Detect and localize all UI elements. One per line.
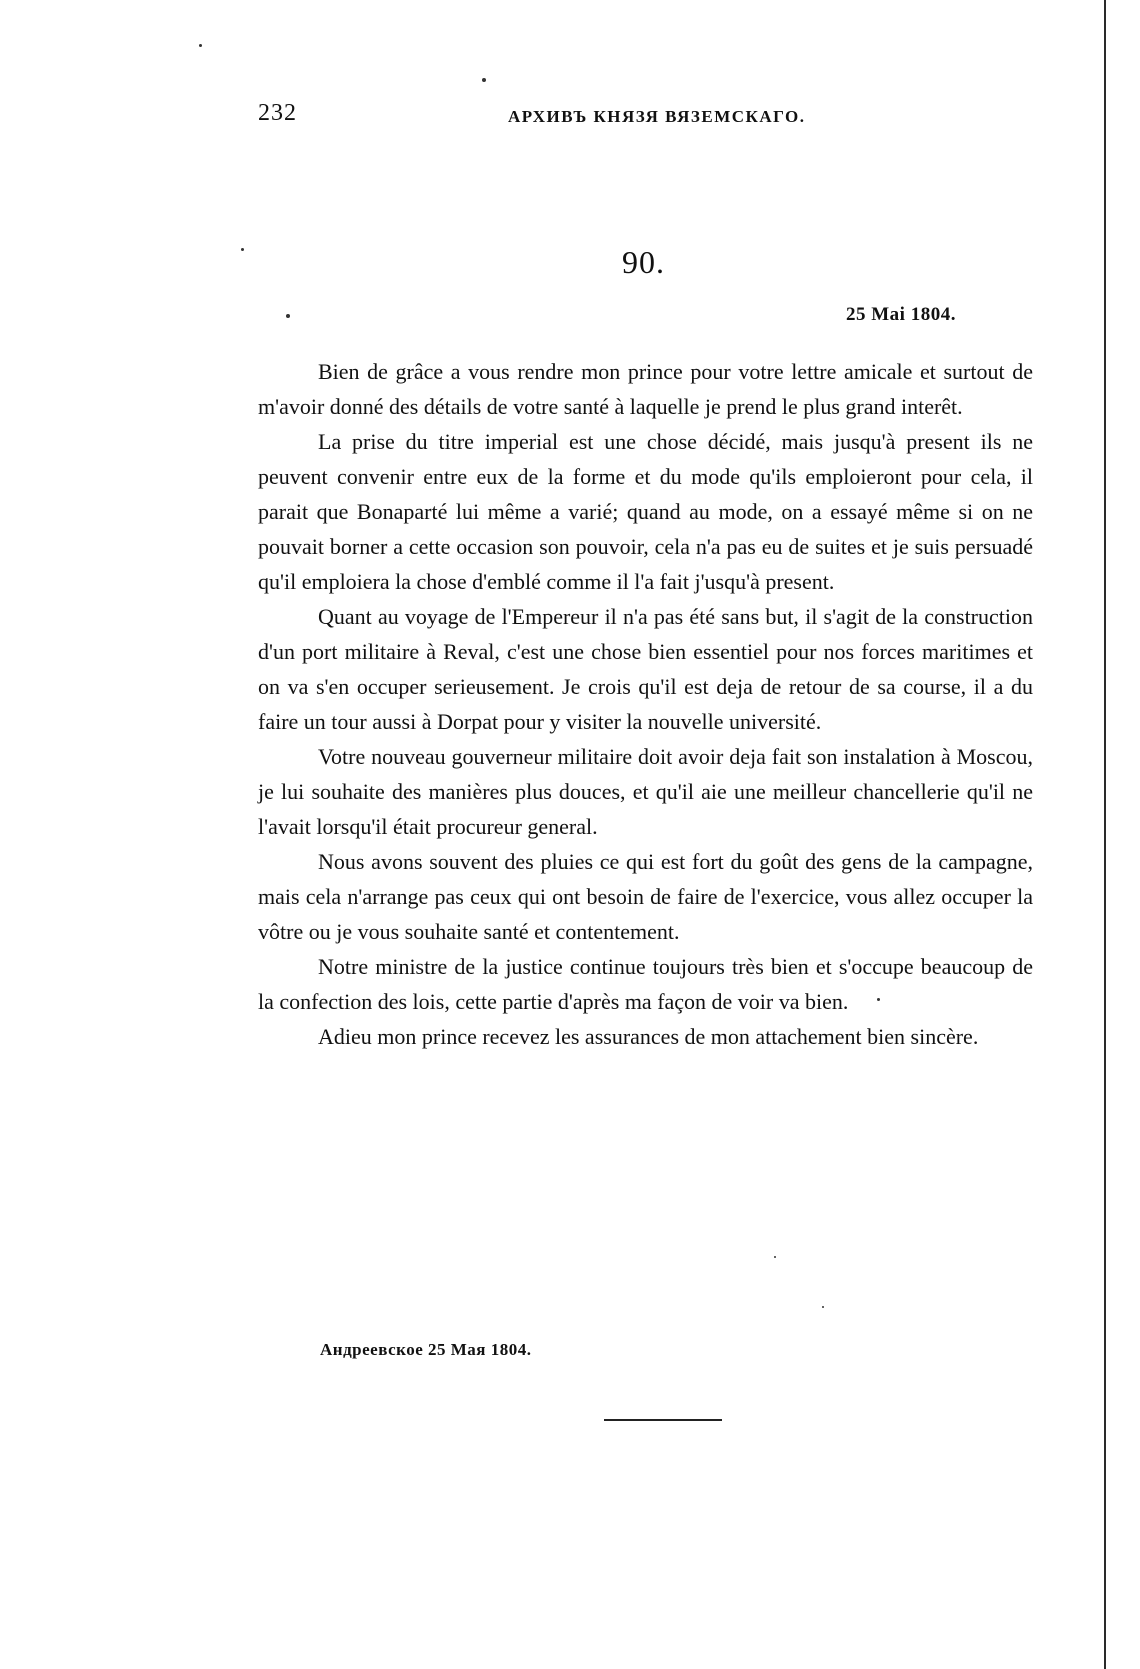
- scan-speck: [482, 78, 486, 82]
- scan-speck: [241, 248, 244, 251]
- scan-speck: [774, 1256, 776, 1258]
- running-title: АРХИВЪ КНЯЗЯ ВЯЗЕМСКАГО.: [508, 107, 806, 126]
- scan-speck: [822, 1306, 824, 1308]
- document-date: 25 Mai 1804.: [846, 304, 956, 325]
- paragraph: Nous avons souvent des pluies ce qui est fort du goût des gens de la campagne, mais cela n'arrange pas ceux qui ont besoin de faire de l'exercice, vous allez occuper la vôtre ou je vous souhaite santé et contentement.: [258, 849, 1033, 944]
- paragraph: Votre nouveau gouverneur militaire doit avoir deja fait son instalation à Moscou, je lui souhaite des manières plus douces, et qu'il aie une meilleur chancellerie qu'il ne l'avait lorsqu'il était procureur general.: [258, 744, 1033, 839]
- page-number: 232: [258, 100, 297, 126]
- paragraph: La prise du titre imperial est une chose décidé, mais jusqu'à present ils ne peuvent convenir entre eux de la forme et du mode qu'ils emploieront pour cela, il parait que Bonaparté lui même a varié; quand au mode, on a essayé même si on ne pouvait borner a cette occasion son pouvoir, cela n'a pas eu de suites et je suis persuadé qu'il emploiera la chose d'emblé comme il l'a fait j'usqu'à present.: [258, 429, 1033, 594]
- page-edge-rule: [1104, 0, 1106, 1669]
- paragraph: Bien de grâce a vous rendre mon prince pour votre lettre amicale et surtout de m'avoir donné des détails de votre santé à laquelle je prend le plus grand interêt.: [258, 359, 1033, 419]
- scan-speck: [877, 998, 880, 1001]
- end-divider-rule: [604, 1419, 722, 1421]
- letter-body: [258, 354, 1033, 1054]
- paragraph: Quant au voyage de l'Empereur il n'a pas été sans but, il s'agit de la construction d'un port militaire à Reval, c'est une chose bien essentiel pour nos forces maritimes et on va s'en occuper serieusement. Je crois qu'il est deja de retour de sa course, il a du faire un tour aussi à Dorpat pour y visiter la nouvelle université.: [258, 604, 1033, 734]
- place-date-signoff: Андреевское 25 Мая 1804.: [320, 1340, 532, 1359]
- document-number: 90.: [622, 244, 665, 280]
- scan-speck: [199, 44, 202, 47]
- running-head: [258, 100, 1038, 140]
- scan-speck: [286, 314, 290, 318]
- paragraph: Adieu mon prince recevez les assurances de mon attachement bien sincère.: [318, 1024, 979, 1049]
- paragraph: Notre ministre de la justice continue toujours très bien et s'occupe beaucoup de la confection des lois, cette partie d'après ma façon de voir va bien.: [258, 954, 1033, 1014]
